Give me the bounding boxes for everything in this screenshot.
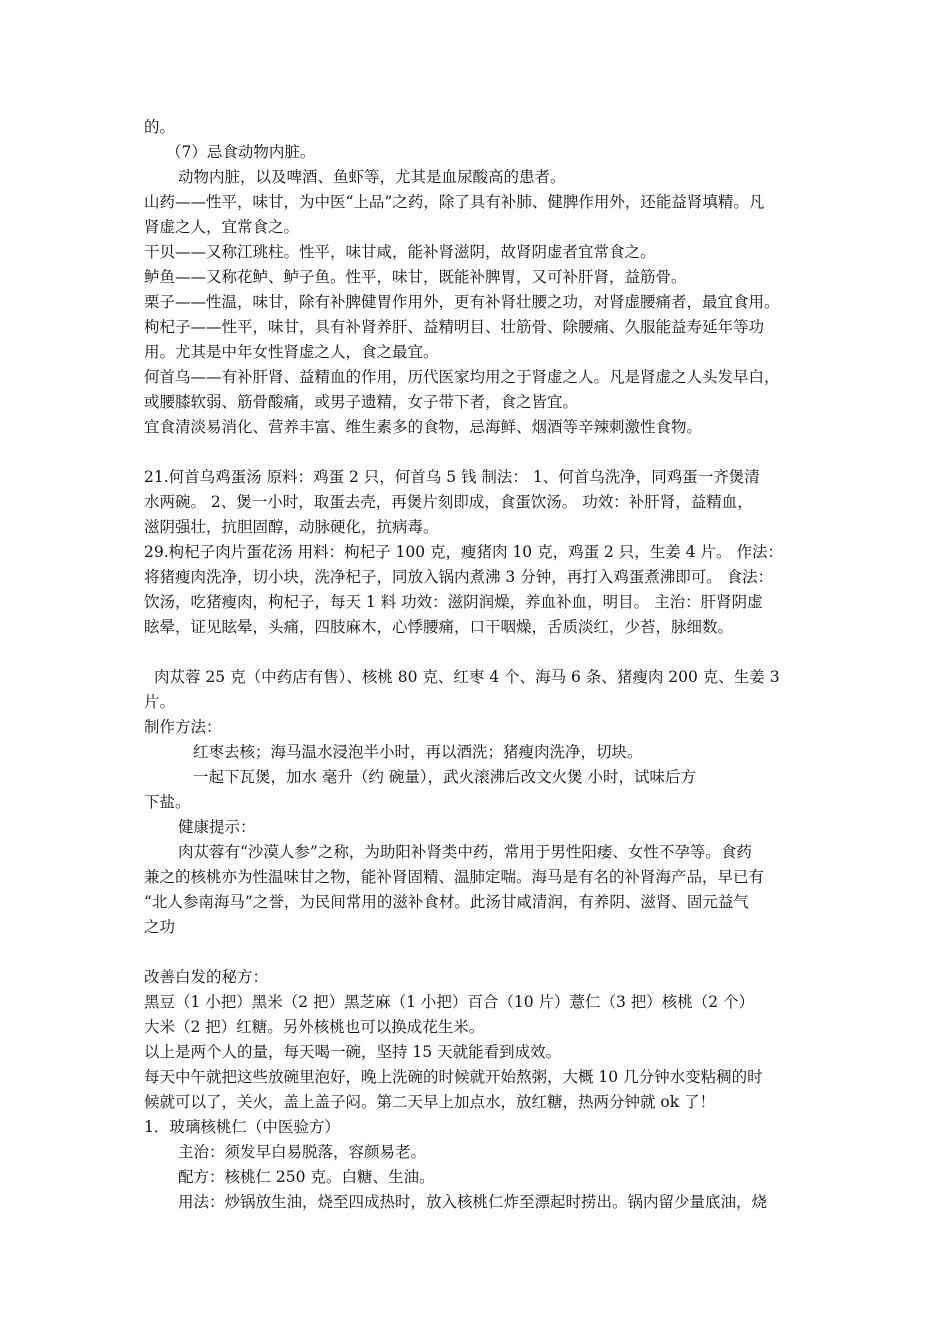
text-line: 将猪瘦肉洗净，切小块，洗净杞子，同放入锅内煮沸 3 分钟，再打入鸡蛋煮沸即可。 食法： [144,568,774,586]
text-line: 宜食清淡易消化、营养丰富、维生素多的食物，忌海鲜、烟酒等辛辣刺激性食物。 [144,418,703,436]
section-heading: 制作方法： [144,718,222,736]
text-line: 水两碗。 2、煲一小时，取蛋去壳，再煲片刻即成，食蛋饮汤。 功效：补肝肾，益精血， [144,493,753,511]
text-line: 枸杞子——性平，味甘，具有补肾养肝、益精明目、壮筋骨、除腰痛、久服能益寿延年等功 [144,318,765,336]
recipe-title: 29.枸杞子肉片蛋花汤 用料：枸杞子 100 克，瘦猪肉 10 克，鸡蛋 2 只，生姜 4 片。 作法： [144,543,783,561]
text-line: 红枣去核；海马温水浸泡半小时，再以酒洗；猪瘦肉洗净，切块。 [193,743,643,761]
text-line: 饮汤，吃猪瘦肉，枸杞子，每天 1 料 功效：滋阴润燥，养血补血，明目。 主治：肝肾阴虚 [144,593,763,611]
text-line: 配方：核桃仁 250 克。白糖、生油。 [178,1168,435,1186]
recipe-title: 21.何首乌鸡蛋汤 原料：鸡蛋 2 只，何首乌 5 钱 制法： 1、何首乌洗净，同鸡蛋一齐煲清 [144,468,760,486]
text-line: 以上是两个人的量，每天喝一碗，坚持 15 天就能看到成效。 [144,1043,562,1061]
text-line: 鲈鱼——又称花鲈、鲈子鱼。性平，味甘，既能补脾胃，又可补肝肾，益筋骨。 [144,268,687,286]
text-line: 的。 [144,118,176,136]
section-heading: 改善白发的秘方： [144,968,269,986]
section-heading: 健康提示： [178,818,256,836]
text-line: 片。 [144,693,176,711]
text-line: 滋阴强壮，抗胆固醇，动脉硬化，抗病毒。 [144,518,439,536]
text-line: 眩晕，证见眩晕，头痛，四肢麻木，心悸腰痛，口干咽燥，舌质淡红，少苔，脉细数。 [144,618,734,636]
text-line: 肾虚之人，宜常食之。 [144,218,300,236]
text-line: 之功 [144,918,176,936]
text-line: 主治：须发早白易脱落，容颜易老。 [178,1143,427,1161]
text-line: 动物内脏，以及啤酒、鱼虾等，尤其是血尿酸高的患者。 [178,168,566,186]
text-line: 用法：炒锅放生油，烧至四成热时，放入核桃仁炸至漂起时捞出。锅内留少量底油，烧 [178,1193,768,1211]
text-line: 大米（2 把）红糖。另外核桃也可以换成花生米。 [144,1018,485,1036]
text-line: 或腰膝软弱、筋骨酸痛，或男子遗精，女子带下者，食之皆宜。 [144,393,579,411]
text-line: 兼之的核桃亦为性温味甘之物，能补肾固精、温肺定喘。海马是有名的补肾海产品，早已有 [144,868,765,886]
text-line: 候就可以了，关火，盖上盖子闷。第二天早上加点水，放红糖，热两分钟就 ok 了！ [144,1093,716,1111]
text-line: 干贝——又称江珧柱。性平，味甘咸，能补肾滋阴，故肾阴虚者宜常食之。 [144,243,656,261]
text-line: 肉苁蓉有“沙漠人参”之称，为助阳补肾类中药，常用于男性阳痿、女性不孕等。食药 [178,843,752,861]
text-line: 山药——性平，味甘，为中医“上品”之药，除了具有补肺、健脾作用外，还能益肾填精。凡 [144,193,765,211]
text-line: 肉苁蓉 25 克（中药店有售）、核桃 80 克、红枣 4 个、海马 6 条、猪瘦肉 200 克、生姜 3 [154,668,780,686]
text-line: 何首乌——有补肝肾、益精血的作用，历代医家均用之于肾虚之人。凡是肾虚之人头发早白， [144,368,780,386]
text-line: 下盐。 [144,793,191,811]
text-line: 栗子——性温，味甘，除有补脾健胃作用外，更有补肾壮腰之功，对肾虚腰痛者，最宜食用。 [144,293,780,311]
text-line: 用。尤其是中年女性肾虚之人，食之最宜。 [144,343,439,361]
text-line: 一起下瓦煲，加水 毫升（约 碗量），武火滚沸后改文火煲 小时，试味后方 [193,768,697,786]
text-line: 每天中午就把这些放碗里泡好，晚上洗碗的时候就开始熬粥，大概 10 几分钟水变粘稠的时 [144,1068,763,1086]
text-line: 黑豆（1 小把）黑米（2 把）黑芝麻（1 小把）百合（10 片）薏仁（3 把）核桃（2 个） [144,993,755,1011]
section-heading: 1．玻璃核桃仁（中医验方） [144,1118,340,1136]
section-heading: （7）忌食动物内脏。 [166,143,316,161]
text-line: “北人参南海马”之誉，为民间常用的滋补食材。此汤甘咸清润，有养阴、滋肾、固元益气 [144,893,749,911]
